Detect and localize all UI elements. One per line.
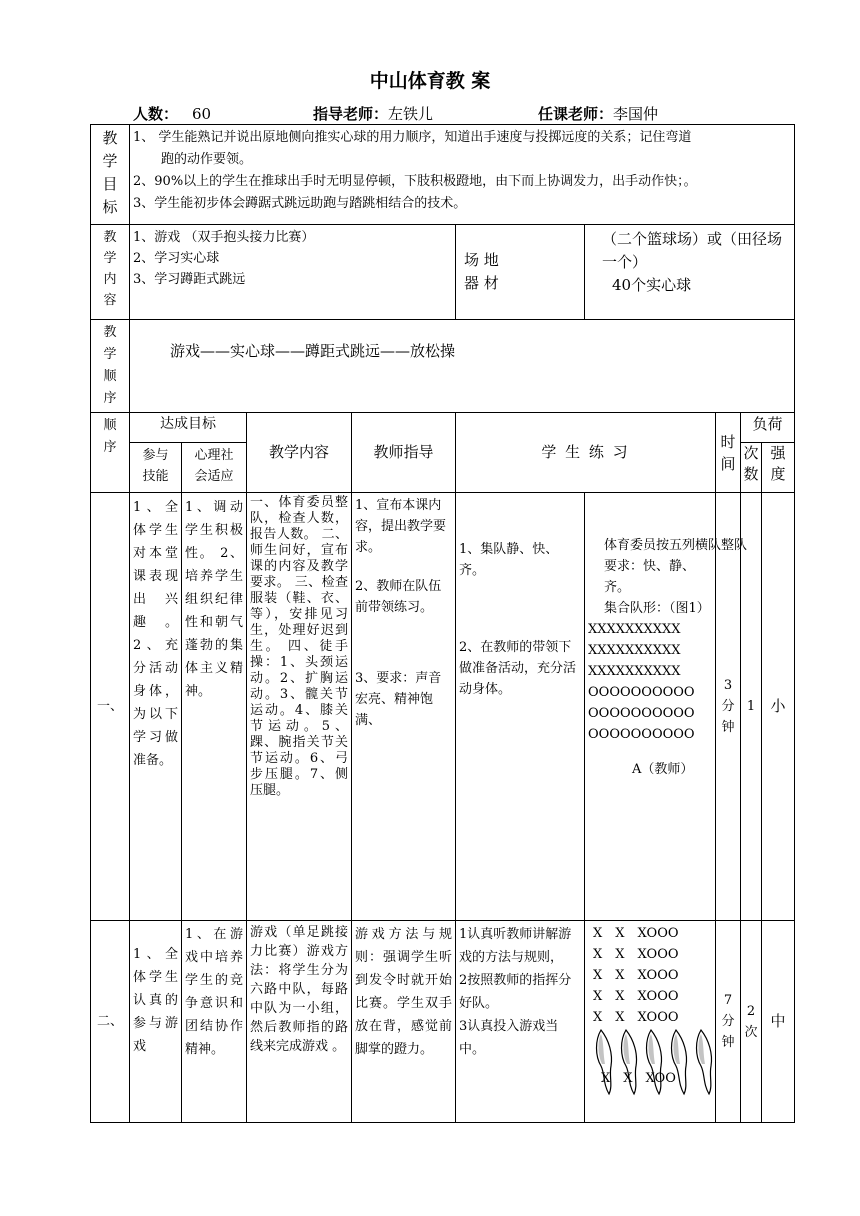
header-time: 时 间 bbox=[716, 413, 741, 493]
formation-row: XXXXXXXXXX bbox=[588, 643, 681, 658]
formation-row: XXXXXXXXXX bbox=[588, 622, 681, 637]
row1-times: 1 bbox=[741, 493, 762, 921]
header-load-times: 次 数 bbox=[741, 443, 762, 493]
order-row bbox=[91, 320, 795, 413]
header-goal: 达成目标 bbox=[130, 413, 247, 443]
order-text: 游戏——实心球——蹲距式跳远——放松操 bbox=[130, 320, 795, 413]
content-label: 教 学 内 容 bbox=[91, 225, 130, 320]
content-items: 1、游戏 （双手抱头接力比赛） 2、学习实心球 3、学习蹲距式跳远 bbox=[130, 225, 456, 320]
order-label: 教 学 顺 序 bbox=[91, 320, 130, 413]
row2-goal-psych: 1、在游戏中培养学生的竞争意识和团结协作精神。 bbox=[182, 921, 247, 1123]
student-count: 人数： 60 bbox=[133, 105, 212, 123]
objectives-row bbox=[91, 125, 795, 225]
row1-formation: 体育委员按五列横队整队 要求：快、静、齐。 集合队形：（图1） XXXXXXXXXX XXXXXXXXXX XXXXXXXXXX OOOOOOOOOO OOOOOOOOOO OOOOOOOOOO A（教师） bbox=[585, 493, 716, 921]
row2-goal-skill: 1、全体学生认真的参与游戏 bbox=[130, 921, 182, 1123]
formation-row: OOOOOOOOOO bbox=[588, 727, 695, 742]
row1-seq: 一、 bbox=[91, 493, 130, 921]
formation-row: X X XOOO bbox=[593, 1010, 679, 1025]
guide-teacher: 指导老师：左铁儿 bbox=[313, 105, 434, 123]
content-row bbox=[91, 225, 795, 320]
formation-row: X X XOOO bbox=[593, 947, 679, 962]
objectives-text: 1、 学生能熟记并说出原地侧向推实心球的用力顺序，知道出手速度与投掷远度的关系；记住弯道 跑的动作要领。 2、90%以上的学生在推球出手时无明显停顿，下肢积极蹬地，由下而上协调发力，出手动作快；。 3、学生能初步体会蹲踞式跳远助跑与踏跳相结合的技术。 bbox=[130, 125, 795, 225]
course-teacher: 任课老师：李国仲 bbox=[538, 105, 659, 123]
header-goal-skill: 参与 技能 bbox=[130, 443, 182, 493]
row1-teacher-guide: 1、宣布本课内容，提出教学要求。 2、教师在队伍前带领练习。 3、要求：声音宏亮、精神饱满、 bbox=[352, 493, 456, 921]
lesson-plan-table bbox=[90, 124, 795, 1123]
row2-seq: 二、 bbox=[91, 921, 130, 1123]
teacher-mark: A（教师） bbox=[632, 762, 694, 777]
venue-equipment: （二个篮球场）或（田径场一个） 40个实心球 bbox=[585, 225, 795, 320]
section-row-2 bbox=[91, 921, 795, 1123]
header-goal-psych: 心理社 会适应 bbox=[182, 443, 247, 493]
formation-row: X X XOOO bbox=[593, 926, 679, 941]
row2-time: 7 分 钟 bbox=[716, 921, 741, 1123]
footprint-icons bbox=[593, 1026, 712, 1098]
row1-student-practice: 1、集队静、快、齐。 2、在教师的带领下做准备活动，充分活动身体。 bbox=[456, 493, 585, 921]
header-student-practice: 学 生 练 习 bbox=[456, 413, 716, 493]
footprint-letters: X X XOO bbox=[601, 1071, 676, 1086]
row1-content: 一、体育委员整队，检查人数，报告人数。 二、师生问好，宣布课的内容及教学要求。 三、检查服装（鞋、衣、等），安排见习生，处理好迟到生。 四、徒手操：1、头颈运动。2、扩胸运动。3、髋关节运动。4、膝关节运动。5、踝、腕指关节关节运动。6、弓步压腿。7、侧压腿。 bbox=[247, 493, 352, 921]
header-teach-content: 教学内容 bbox=[247, 413, 352, 493]
row1-intensity: 小 bbox=[762, 493, 795, 921]
section-row-1 bbox=[91, 493, 795, 921]
header-teacher-guide: 教师指导 bbox=[352, 413, 456, 493]
row2-intensity: 中 bbox=[762, 921, 795, 1123]
header-row bbox=[91, 413, 795, 443]
formation-row: OOOOOOOOOO bbox=[588, 706, 695, 721]
header-load: 负荷 bbox=[741, 413, 795, 443]
row2-times: 2 次 bbox=[741, 921, 762, 1123]
row2-content: 游戏（单足跳接力比赛）游戏方法：将学生分为六路中队，每路中队为一小组，然后教师指的路线来完成游戏 。 bbox=[247, 921, 352, 1123]
row1-time: 3 分 钟 bbox=[716, 493, 741, 921]
objectives-label: 教 学 目 标 bbox=[91, 125, 130, 225]
row1-goal-psych: 1、调动学生积极性。 2、培养学生组织纪律性和朝气蓬勃的集体主义精神。 bbox=[182, 493, 247, 921]
row2-teacher-guide: 游戏方法与规则：强调学生听到发令时就开始比赛。学生双手放在背，感觉前脚掌的蹬力。 bbox=[352, 921, 456, 1123]
row1-goal-skill: 1、全体学生对本堂课表现出兴趣。 2、充分活动身体，为以下学习做准备。 bbox=[130, 493, 182, 921]
header-seq: 顺 序 bbox=[91, 413, 130, 493]
formation-row: XXXXXXXXXX bbox=[588, 664, 681, 679]
page-title: 中山体育教 案 bbox=[369, 70, 491, 92]
formation-row: OOOOOOOOOO bbox=[588, 685, 695, 700]
venue-label: 场 地 器 材 bbox=[456, 225, 585, 320]
row2-formation bbox=[585, 921, 716, 1123]
formation-row: X X XOOO bbox=[593, 989, 679, 1004]
row2-student-practice: 1认真听教师讲解游戏的方法与规则， 2按照教师的指挥分好队。 3认真投入游戏当中。 bbox=[456, 921, 585, 1123]
header-load-intensity: 强 度 bbox=[762, 443, 795, 493]
formation-row: X X XOOO bbox=[593, 968, 679, 983]
